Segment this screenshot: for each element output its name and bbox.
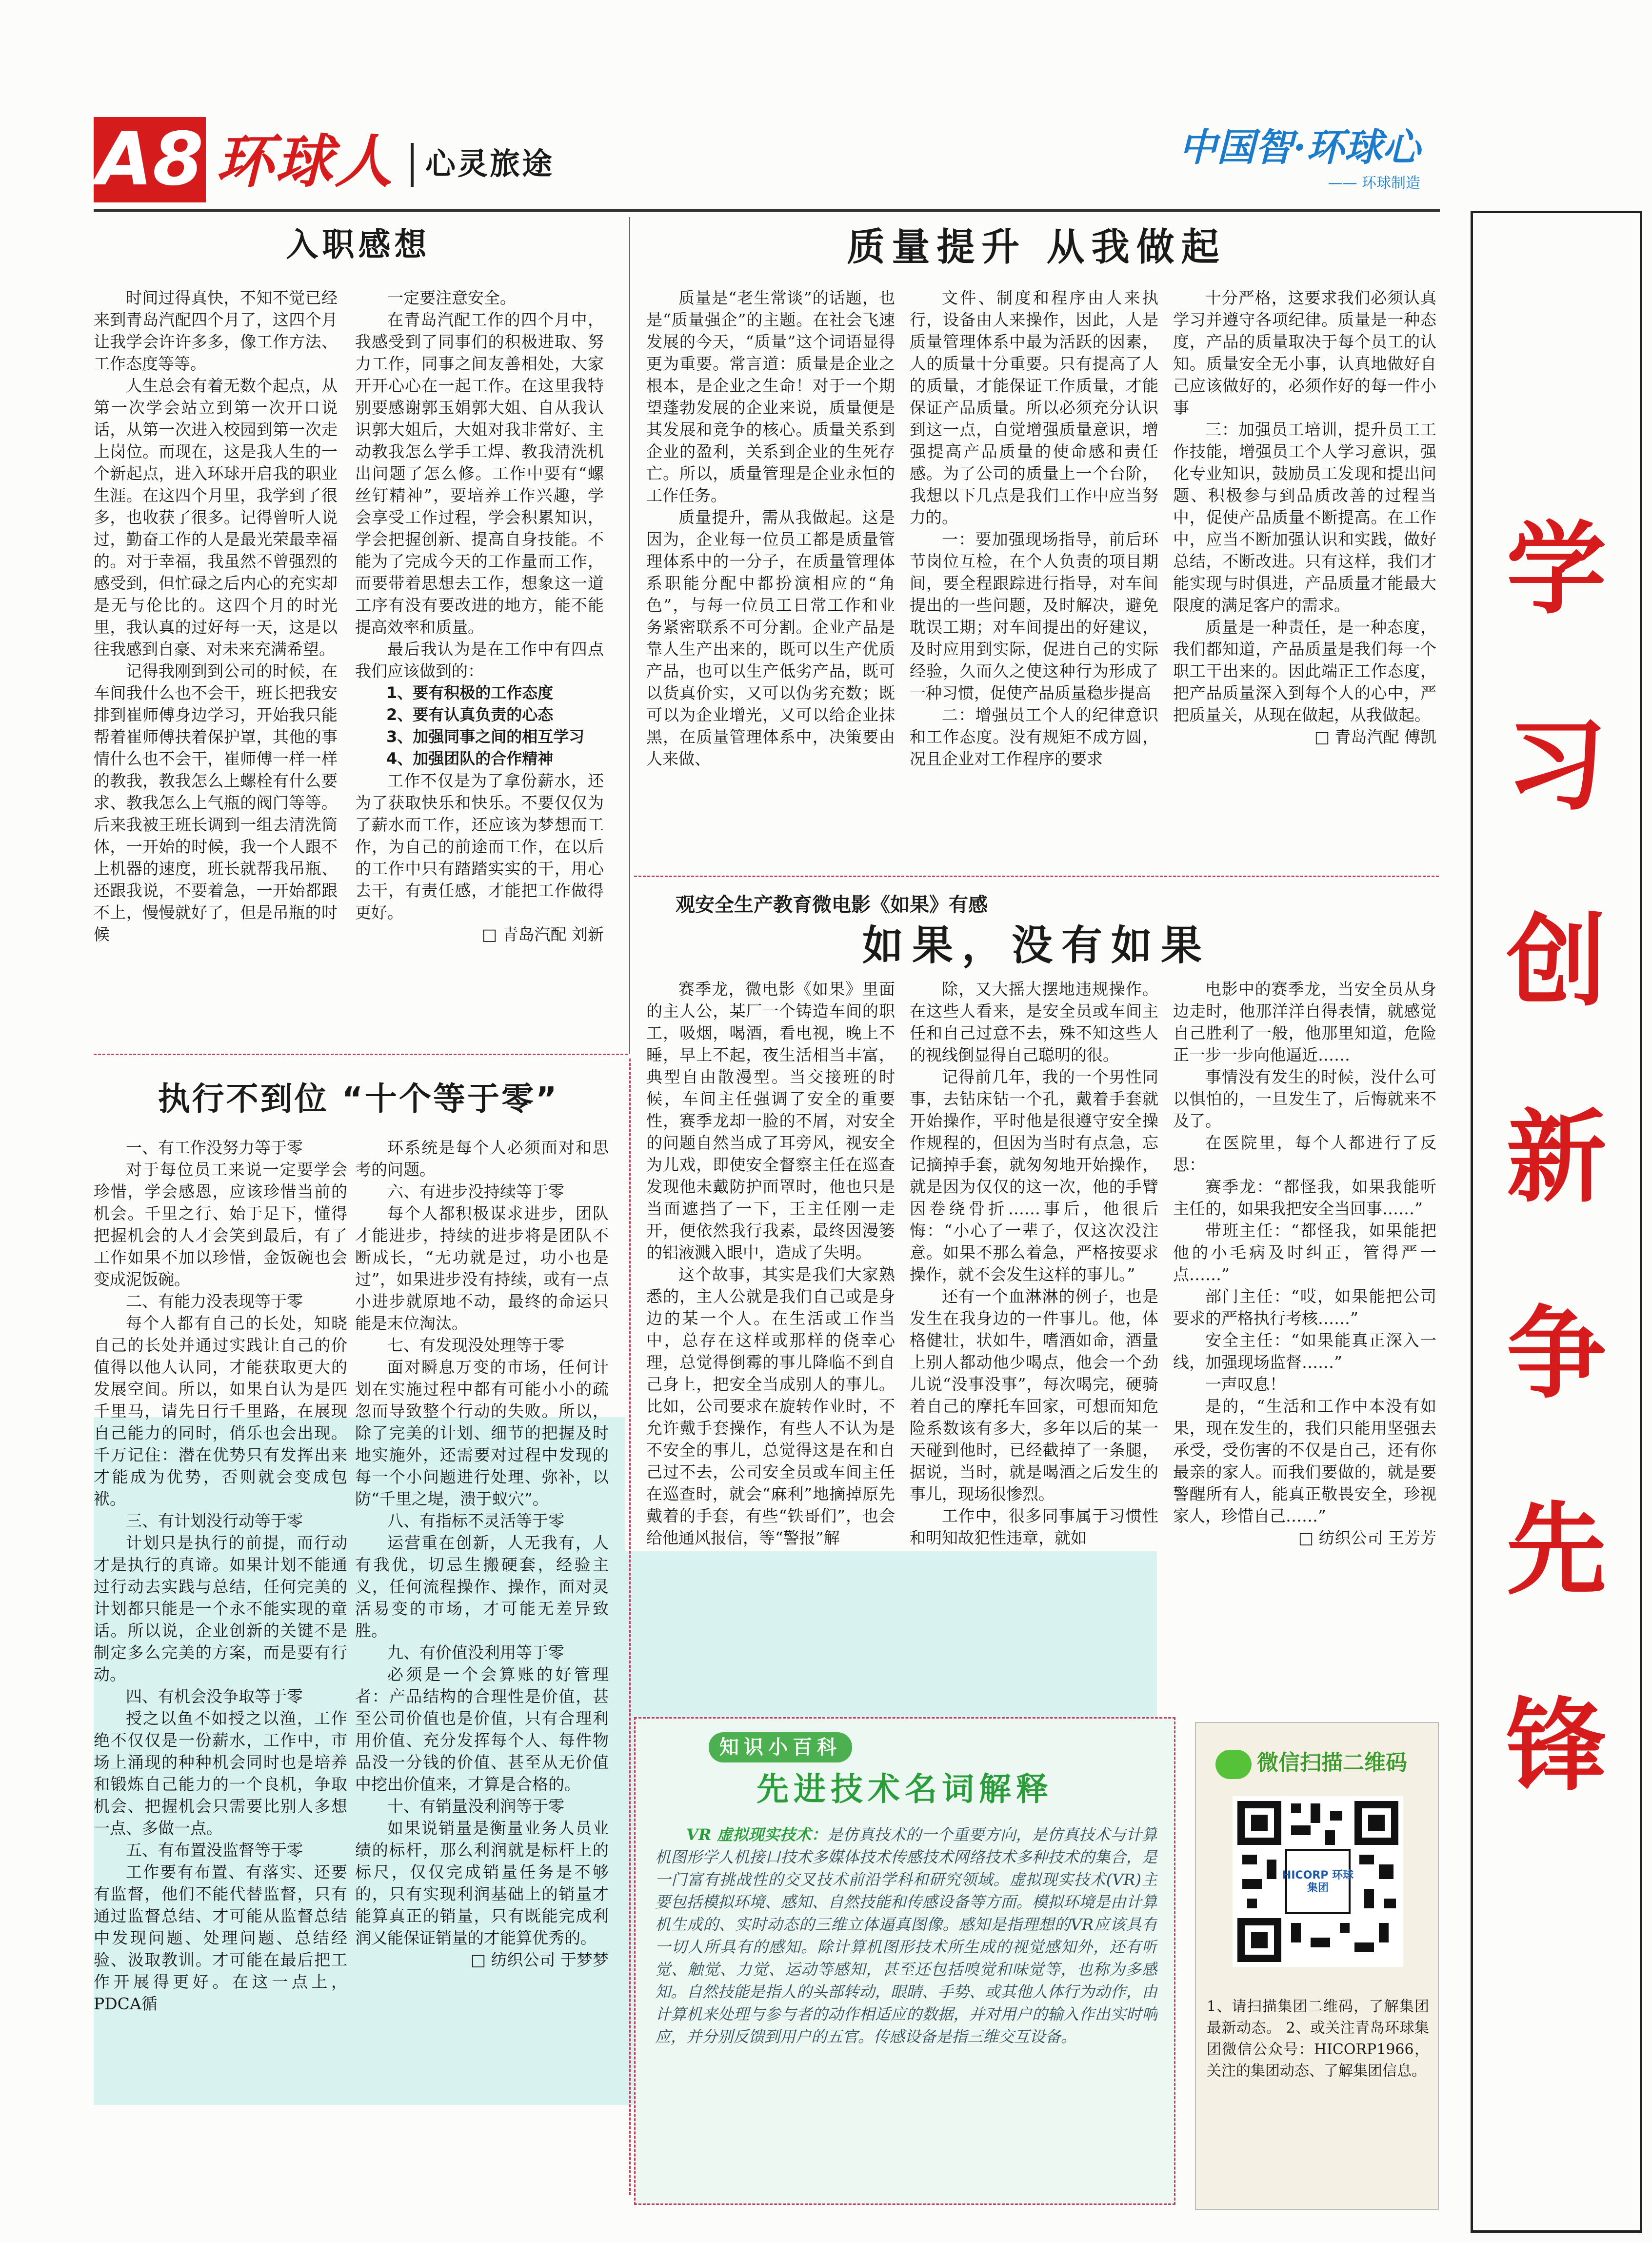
key-point: 4、加强团队的合作精神 xyxy=(386,749,554,768)
paragraph: 最后我认为是在工作中有四点我们应该做到的： xyxy=(355,640,604,681)
article-induction-col2 xyxy=(355,287,604,1038)
key-point: 1、要有积极的工作态度 xyxy=(386,683,554,702)
section-heading: 五、有布置没监督等于零 xyxy=(126,1841,303,1860)
section-heading: 四、有机会没争取等于零 xyxy=(126,1687,303,1706)
paragraph: 文件、制度和程序由人来执行，设备由人来操作，因此，人是质量管理体系中最为活跃的因素，人的质量十分重要。只有提高了人的质量，才能保证工作质量，才能保证产品质量。所以必须充分认识到这一点，自觉增强质量意识，增强提高产品质量的使命感和责任感。为了公司的质量上一个台阶，我想以下几点是我们工作中应当努力的。 xyxy=(910,288,1158,527)
knowledge-text: 是仿真技术的一个重要方向，是仿真技术与计算机图形学人机接口技术多媒体技术传感技术网络技术多种技术的集合，是一门富有挑战性的交叉技术前沿学科和研究领域。虚拟现实技术(VR)主要包括模拟环境、感知、自然技能和传感设备等方面。模拟环境是由计算机生成的、实时动态的三维立体逼真图像。感知是指理想的VR应该具有一切人所具有的感知。除计算机图形技术所生成的视觉感知外，还有听觉、触觉、力觉、运动等感知，甚至还包括嗅觉和味觉等，也称为多感知。自然技能是指人的头部转动，眼睛、手势、或其他人体行为动作，由计算机来处理与参与者的动作相适应的数据，并对用户的输入作出实时响应，并分别反馈到用户的五官。传感设备是指三维交互设备。 xyxy=(655,1825,1157,2046)
sidebar-char: 新 xyxy=(1506,1099,1607,1216)
article-induction-tail: 工作不仅是为了拿份薪水，还为了获取快乐和快乐。不要仅仅为了薪水而工作，还应该为梦想而工作，为自己的前途而工作，在以后的工作中只有踏踏实实的干，用心去干，有责任感，才能把工作做得更好。 xyxy=(355,771,604,922)
paragraph: 工作要有布置、有落实、还要有监督，他们不能代替监督，只有通过监督总结、才可能从监督总结中发现问题、处理问题、总结经验、汲取教训。才可能在最后把工作开展得更好。在这一点上，PDCA循 xyxy=(94,1862,347,2013)
article-safety-signature: □ 纺织公司 王芳芳 xyxy=(1298,1528,1436,1547)
column-name: 环球人 xyxy=(216,127,395,195)
paragraph: 赛季龙：“都怪我，如果我能听主任的，如果我把安全当回事……” xyxy=(1173,1177,1436,1218)
paragraph: 安全主任：“如果能真正深入一线，加强现场监督……” xyxy=(1173,1331,1436,1372)
article-title-quality: 质量提升 从我做起 xyxy=(847,225,1226,269)
article-induction-signature: □ 青岛汽配 刘新 xyxy=(481,925,604,944)
paragraph: 质量是“老生常谈”的话题，也是“质量强企”的主题。在社会飞速发展的今天，“质量”这个词语显得更为重要。常言道：质量是企业之根本，是企业之生命！对于一个期望蓬勃发展的企业来说，质量便是其发展和竞争的核心。质量关系到企业的盈利，关系到企业的生死存亡。所以，质量管理是企业永恒的工作任务。 xyxy=(646,288,895,505)
paragraph: 一定要注意安全。 xyxy=(387,288,516,307)
masthead xyxy=(94,111,1440,209)
paragraph: 时间过得真快，不知不觉已经来到青岛汽配四个月了，这四个月让我学会许许多多，像工作方法、工作态度等等。 xyxy=(94,288,338,373)
section-heading: 一、有工作没努力等于零 xyxy=(126,1138,303,1157)
section-heading: 六、有进步没持续等于零 xyxy=(387,1182,564,1201)
paragraph: 是的，“生活和工作中本没有如果，现在发生的，我们只能用坚强去承受，受伤害的不仅是自己，还有你最亲的家人。而我们要做的，就是要警醒所有人，能真正敬畏安全，珍视家人，珍惜自己……” xyxy=(1173,1397,1436,1525)
header-divider xyxy=(411,143,414,187)
slogan: 中国智·环球心 xyxy=(1178,125,1420,170)
paragraph: 人生总会有着无数个起点，从第一次学会站立到第一次开口说话，从第一次进入校园到第一次走上岗位。而现在，这是我人生的一个新起点，进入环球开启我的职业生涯。在这四个月里，我学到了很多，也收获了很多。记得曾听人说过，勤奋工作的人是最光荣最幸福的。对于幸福，我虽然不曾强烈的感受到，但忙碌之后内心的充实却是无与伦比的。这四个月的时光里，我认真的过好每一天，这是以往我感到自豪、对未来充满希望。 xyxy=(94,376,338,659)
knowledge-box xyxy=(634,1717,1175,2205)
paragraph: 在青岛汽配工作的四个月中，我感受到了同事们的积极进取、努力工作，同事之间友善相处，大家开开心心在一起工作。在这里我特别要感谢郭玉娟郭大姐、自从我认识郭大姐后，大姐对我非常好、主动教我怎么学手工焊、教我清洗机出问题了怎么修。工作中要有“螺丝钉精神”，要培养工作兴趣，学会享受工作过程，学会积累知识，学会把握创新、提高自身技能。不能为了完成今天的工作量而工作，而要带着思想去工作，想象这一道工序有没有要改进的地方，能不能提高效率和质量。 xyxy=(355,310,604,637)
section-heading: 九、有价值没利用等于零 xyxy=(387,1643,564,1662)
paragraph: 对于每位员工来说一定要学会珍惜，学会感恩，应该珍惜当前的机会。千里之行、始于足下，懂得把握机会的人才会笑到最后，有了工作如果不加以珍惜，金饭碗也会变成泥饭碗。 xyxy=(94,1160,347,1289)
article-quality-signature: □ 青岛汽配 傅凯 xyxy=(1314,727,1436,746)
divider-a3-a4 xyxy=(634,876,1439,877)
paragraph: 除，又大摇大摆地违规操作。在这些人看来，是安全员或车间主任和自己过意不去，殊不知这些人的视线倒显得自己聪明的很。 xyxy=(910,980,1158,1064)
section-heading: 七、有发现没处理等于零 xyxy=(387,1336,564,1355)
article-title-induction: 入职感想 xyxy=(286,226,431,263)
key-point: 3、加强同事之间的相互学习 xyxy=(386,727,585,746)
knowledge-title: 先进技术名词解释 xyxy=(756,1770,1053,1808)
article-induction-col1 xyxy=(94,287,338,1038)
knowledge-tag: 知识小百科 xyxy=(709,1732,852,1762)
slogan-sub: —— 环球制造 xyxy=(1328,175,1420,192)
paragraph: 还有一个血淋淋的例子，也是发生在我身边的一件事儿。他，体格健壮，状如牛，嗜酒如命，酒量上别人都动他少喝点，他会一个劲儿说“没事没事”，每次喝完，硬骑着自己的摩托车回家，可想而知危险系数该有多大，多年以后的某一天碰到他时，已经截掉了一条腿，据说，当时，就是喝酒之后发生的事儿，现场很惨烈。 xyxy=(910,1287,1158,1503)
paragraph: 记得我刚到到公司的时候，在车间我什么也不会干，班长把我安排到崔师傅身边学习，开始我只能帮着崔师傅扶着保护罩，其他的事情什么也不会干，崔师傅一样一样的教我，教我怎么上螺栓有什么要求、教我怎么上气瓶的阀门等等。后来我被王班长调到一组去清洗筒体，一开始的时候，我一个人跟不上机器的速度，班长就帮我吊瓶、还跟我说，不要着急，一开始都跟不上，慢慢就好了，但是吊瓶的时候 xyxy=(94,661,338,944)
sidebar-char: 先 xyxy=(1506,1491,1607,1608)
paragraph: 工作中，很多同事属于习惯性和明知故犯性违章，就如 xyxy=(910,1506,1158,1547)
header-rule xyxy=(94,209,1440,212)
article-quality-col2 xyxy=(910,287,1158,853)
divider-a1-a2 xyxy=(94,1054,628,1055)
page-number: A8 xyxy=(94,117,206,202)
paragraph: 环系统是每个人必须面对和思考的问题。 xyxy=(355,1138,609,1179)
knowledge-term: VR 虚拟现实技术： xyxy=(686,1825,827,1844)
paragraph: 如果说销量是衡量业务人员业绩的标杆，那么利润就是标杆上的标尺，仅仅完成销量任务是不够的，只有实现利润基础上的销量才能算真正的销量，只有既能完成利润又能保证销量的才能算优秀的。 xyxy=(355,1819,609,1947)
paragraph: 质量提升，需从我做起。这是因为，企业每一位员工都是质量管理体系中的一分子，在质量管理体系职能分配中都扮演相应的“角色”，与每一位员工日常工作和业务紧密联系不可分割。企业产品是靠人生产出来的，既可以生产优质产品，也可以生产低劣产品，既可以货真价实，又可以伪劣充数；既可以为企业增光，又可以给企业抹黑，在质量管理体系中，决策要由人来做、 xyxy=(646,508,895,768)
paragraph: 带班主任：“都怪我，如果能把他的小毛病及时纠正，管得严一点……” xyxy=(1173,1221,1436,1284)
paragraph: 计划只是执行的前提，而行动才是执行的真谛。如果计划不能通过行动去实践与总结，任何完美的计划都只能是一个永不能实现的童话。所以说，企业创新的关键不是制定多么完美的方案，而是要有行动。 xyxy=(94,1533,347,1684)
paragraph: 授之以鱼不如授之以渔，工作绝不仅仅是一份薪水，工作中，市场上涌现的种种机会同时也是培养和锻炼自己能力的一个良机，争取机会、把握机会只需要比别人多想一点、多做一点。 xyxy=(94,1709,347,1838)
wechat-box xyxy=(1195,1722,1439,2210)
section-heading: 三、有计划没行动等于零 xyxy=(126,1511,303,1530)
paragraph: 运营重在创新，人无我有，人有我优，切忌生搬硬套，经验主义，任何流程操作、操作，面对灵活易变的市场，才可能无差异致胜。 xyxy=(355,1533,609,1640)
paragraph: 这个故事，其实是我们大家熟悉的，主人公就是我们自己或是身边的某一个人。在生活或工作当中，总存在这样或那样的侥幸心理，总觉得倒霉的事儿降临不到自己身上，把安全当成别人的事儿。比如，公司要求在旋转作业时，不允许戴手套操作，有些人不认为是不安全的事儿，总觉得这是在和自己过不去，公司安全员或车间主任在巡查时，就会“麻利”地摘掉原先戴着的手套，有些“铁哥们”，也会给他通风报信，等“警报”解 xyxy=(646,1265,895,1547)
article-kicker-safety: 观安全生产教育微电影《如果》有感 xyxy=(676,894,988,916)
article-safety-col3 xyxy=(1173,978,1436,1705)
paragraph: 事情没有发生的时候，没什么可以惧怕的，一旦发生了，后悔就来不及了。 xyxy=(1173,1067,1436,1130)
article-safety-col1 xyxy=(646,978,895,1705)
article-quality-col1 xyxy=(646,287,895,853)
qr-brand: HICORP 环球集团 xyxy=(1282,1869,1354,1894)
paragraph: 必须是一个会算账的好管理者：产品结构的合理性是价值，甚至公司价值也是价值，只有合理利用价值、充分发挥每个人、每件物品没一分钱的价值、甚至从无价值中挖出价值来，才算是合格的。 xyxy=(355,1665,609,1794)
paragraph: 三：加强员工培训，提升员工工作技能，增强员工个人学习意识，强化专业知识，鼓励员工发现和提出问题、积极参与到品质改善的过程当中，促使产品质量不断提高。在工作中，应当不断加强认识和实践，做好总结，不断改进。只有这样，我们才能实现与时俱进，产品质量才能最大限度的满足客户的需求。 xyxy=(1173,420,1436,615)
paragraph: 十分严格，这要求我们必须认真学习并遵守各项纪律。质量是一种态度，产品的质量取决于每个员工的认知。质量安全无小事，认真地做好自己应该做好的，必须作好的每一件小事 xyxy=(1173,288,1436,417)
article-ten-zeros-col2 xyxy=(355,1137,609,2190)
paragraph: 每个人都积极谋求进步，团队才能进步，持续的进步将是团队不断成长，“无功就是过，功小也是过”，如果进步没有持续，或有一点小进步就原地不动，最终的命运只能是末位淘汰。 xyxy=(355,1204,609,1333)
sidebar-char: 学 xyxy=(1506,511,1607,628)
section-name: 心灵旅途 xyxy=(425,146,555,181)
section-heading: 八、有指标不灵活等于零 xyxy=(387,1511,564,1530)
article-ten-zeros-col1 xyxy=(94,1137,347,2190)
paragraph: 面对瞬息万变的市场，任何计划在实施过程中都有可能小小的疏忽而导致整个行动的失败。所以，除了完美的计划、细节的把握及时地实施外，还需要对过程中发现的每一个小问题进行处理、弥补，以防“千里之堤，溃于蚁穴”。 xyxy=(355,1358,609,1508)
section-heading: 二、有能力没表现等于零 xyxy=(126,1292,303,1311)
paragraph: 每个人都有自己的长处，知晓自己的长处并通过实践让自己的价值得以他人认同，才能获取更大的发展空间。所以，如果自认为是匹千里马，请先日行千里路，在展现自己能力的同时，俏乐也会出现。千万记住：潜在优势只有发挥出来才能成为优势，否则就会变成包袱。 xyxy=(94,1314,347,1508)
article-title-ten-zeros: 执行不到位 “十个等于零” xyxy=(158,1080,559,1118)
section-heading: 十、有销量没利润等于零 xyxy=(387,1797,564,1816)
paragraph: 二：增强员工个人的纪律意识和工作态度。没有规矩不成方圆，况且企业对工作程序的要求 xyxy=(910,705,1158,768)
sidebar-char: 创 xyxy=(1506,903,1607,1020)
sidebar-char: 争 xyxy=(1506,1295,1607,1412)
sidebar-box xyxy=(1471,211,1642,2233)
paragraph: 质量是一种责任，是一种态度，我们都知道，产品质量是我们每一个职工干出来的。因此端正工作态度，把产品质量深入到每个人的心中，严把质量关，从现在做起，从我做起。 xyxy=(1173,618,1436,724)
paragraph: 一声叹息！ xyxy=(1205,1375,1286,1394)
key-point: 2、要有认真负责的心态 xyxy=(386,705,554,724)
wechat-caption: 1、请扫描集团二维码，了解集团最新动态。 2、或关注青岛环球集团微信公众号：HICORP1966，关注的集团动态、了解集团信息。 xyxy=(1207,1998,1429,2080)
article-ten-zeros-signature: □ 纺织公司 于梦梦 xyxy=(470,1950,609,1969)
paragraph: 电影中的赛季龙，当安全员从身边走时，他那洋洋自得表情，就感觉自己胜利了一般，他那里知道，危险正一步一步向他逼近…… xyxy=(1173,980,1436,1064)
knowledge-body xyxy=(655,1823,1157,2194)
divider-a1-a3 xyxy=(629,217,630,1054)
article-safety-col2 xyxy=(910,978,1158,1705)
paragraph: 在医院里，每个人都进行了反思： xyxy=(1173,1133,1436,1174)
wechat-title: 微信扫描二维码 xyxy=(1257,1750,1407,1775)
paragraph: 记得前几年，我的一个男性同事，去钻床钻一个孔，戴着手套就开始操作，平时他是很遵守安全操作规程的，但因为当时有点急，忘记摘掉手套，就匆匆地开始操作，就是因为仅仅的这一次，他的手臂因卷绕骨折……事后，他很后悔：“小心了一辈子，仅这次没注意。如果不那么着急，严格按要求操作，就不会发生这样的事儿。” xyxy=(910,1067,1158,1284)
sidebar-char: 锋 xyxy=(1506,1687,1607,1804)
divider-a2-a4 xyxy=(629,1059,631,2195)
sidebar-char: 习 xyxy=(1506,707,1607,824)
article-quality-col3 xyxy=(1173,287,1436,853)
wechat-icon xyxy=(1215,1750,1252,1779)
sidebar-slogan xyxy=(1473,508,1640,1881)
paragraph: 一：要加强现场指导，前后环节岗位互检，在个人负责的项目期间，要全程跟踪进行指导，对车间提出的一些问题，及时解决，避免耽误工期；对车间提出的好建议，及时应用到实际，促进自己的实际经验，久而久之使这种行为形成了一种习惯，促使产品质量稳步提高 xyxy=(910,530,1158,702)
paragraph: 赛季龙，微电影《如果》里面的主人公，某厂一个铸造车间的职工，吸烟，喝酒，看电视，晚上不睡，早上不起，夜生活相当丰富，典型自由散漫型。当交接班的时候，车间主任强调了安全的重要性，赛季龙却一脸的不屑，对安全的问题自然当成了耳旁风，视安全为儿戏，即使安全督察主任在巡查发现他未戴防护面罩时，他也只是当面遮挡了一下，王主任刚一走开，便依然我行我素，最终因漫篓的铝液溅入眼中，造成了失明。 xyxy=(646,980,895,1262)
paragraph: 部门主任：“哎，如果能把公司要求的严格执行考核……” xyxy=(1173,1287,1436,1328)
article-title-safety: 如果，没有如果 xyxy=(862,921,1211,969)
